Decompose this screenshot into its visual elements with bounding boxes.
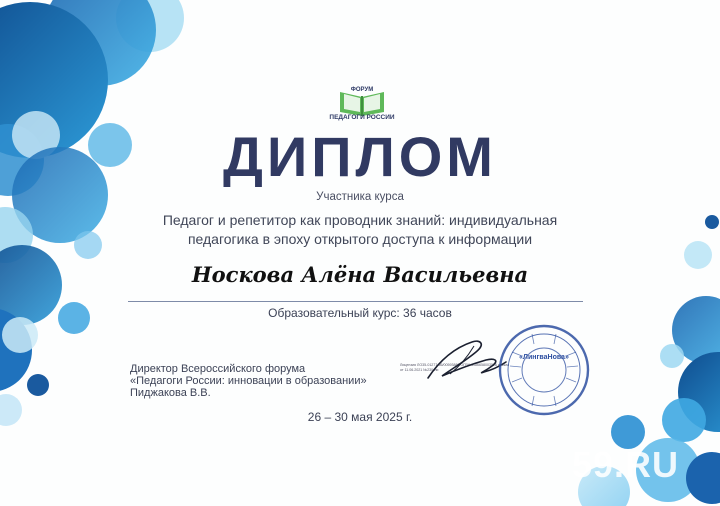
course-name <box>0 211 720 249</box>
participant-subtitle: Участника курса <box>316 191 404 203</box>
official-stamp <box>492 322 596 418</box>
course-name-line-1: Педагог и репетитор как проводник знаний: индивидуальная <box>162 212 558 228</box>
course-dates: 26 – 30 мая 2025 г. <box>307 410 413 424</box>
director-name: Пиджакова В.В. <box>130 387 211 399</box>
course-hours: Образовательный курс: 36 часов <box>268 306 452 320</box>
forum-logo <box>326 82 398 126</box>
name-underline <box>128 301 583 302</box>
license-fine-print: Лицензия ЛО35-01277-66/00593886 ОГРН 1186658003526 приказ от 11.06.2021 №230-ли <box>400 363 510 372</box>
director-forum: «Педагоги России: инновации в образовании» <box>130 375 367 387</box>
director-block <box>130 363 367 399</box>
site-watermark: 59.RU <box>572 444 680 485</box>
logo-top-text: ФОРУМ <box>350 87 374 93</box>
stamp-label: «ЛингваНова» <box>519 354 569 361</box>
recipient-name: Носкова Алёна Васильевна <box>191 262 529 287</box>
course-name-line-2: педагогика в эпоху открытого доступа к информации <box>187 231 533 247</box>
diploma-title: ДИПЛОМ <box>223 125 497 188</box>
logo-bottom-text: ПЕДАГОГИ РОССИИ <box>329 114 395 121</box>
director-title: Директор Всероссийского форума <box>130 363 306 375</box>
